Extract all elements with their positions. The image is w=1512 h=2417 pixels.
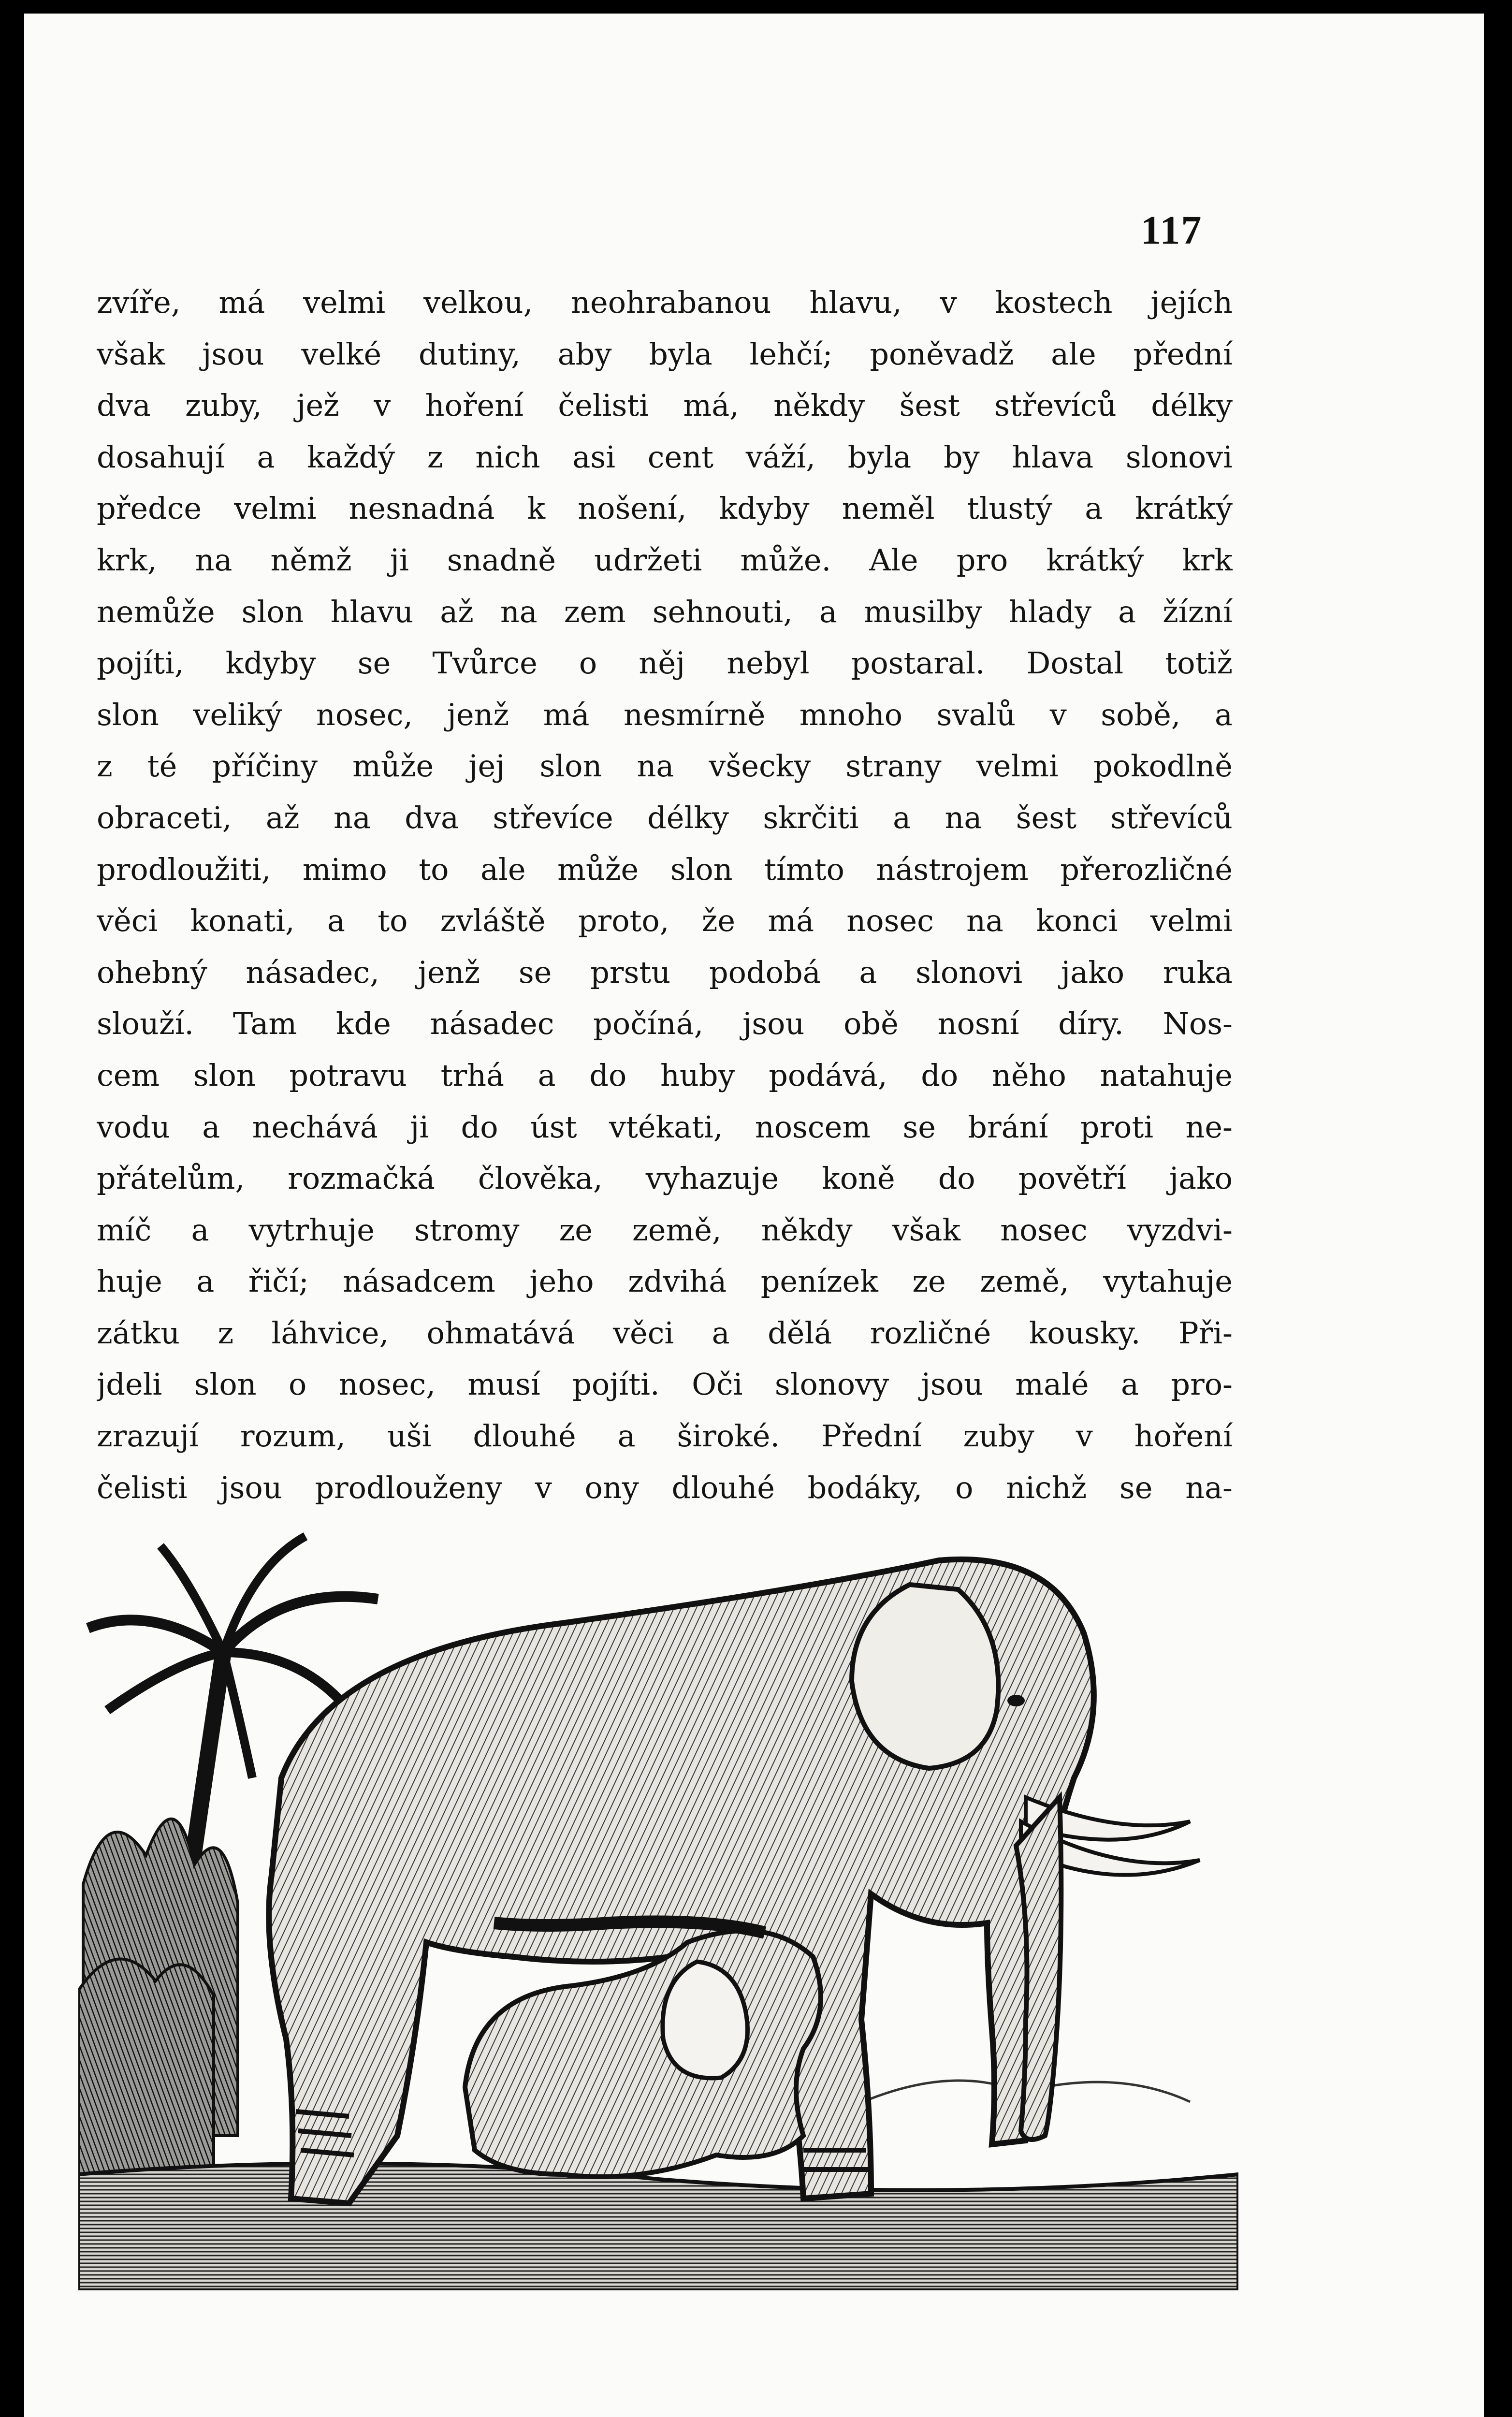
text-line: dosahují a každý z nich asi cent váží, byla by hlava slonovi <box>97 439 1233 475</box>
text-line: slon veliký nosec, jenž má nesmírně mnoho svalů v sobě, a <box>97 697 1233 732</box>
text-line: přátelům, rozmačká člověka, vyhazuje koně do povětří jako <box>97 1161 1233 1196</box>
text-line: zátku z láhvice, ohmatává věci a dělá rozličné kousky. Při- <box>97 1315 1233 1351</box>
text-line: ohebný násadec, jenž se prstu podobá a slonovi jako ruka <box>97 954 1233 990</box>
text-line: míč a vytrhuje stromy ze země, někdy však nosec vyzdvi- <box>97 1212 1233 1248</box>
text-line: čelisti jsou prodlouženy v ony dlouhé bodáky, o nichž se na- <box>97 1470 1233 1505</box>
text-line: prodloužiti, mimo to ale může slon tímto nástrojem přerozličné <box>97 851 1233 887</box>
text-line: věci konati, a to zvláště proto, že má nosec na konci velmi <box>97 903 1233 939</box>
text-line: dva zuby, jež v hoření čelisti má, někdy šest střevíců délky <box>97 388 1233 423</box>
text-line: pojíti, kdyby se Tvůrce o něj nebyl postaral. Dostal totiž <box>97 645 1233 681</box>
text-line: huje a řičí; násadcem jeho zdvihá penízek ze země, vytahuje <box>97 1264 1233 1299</box>
text-line: krk, na němž ji snadně udržeti může. Ale pro krátký krk <box>97 542 1233 578</box>
text-line: vodu a nechává ji do úst vtékati, noscem se brání proti ne- <box>97 1109 1233 1145</box>
text-line: zrazují rozum, uši dlouhé a široké. Přední zuby v hoření <box>97 1418 1233 1454</box>
text-line: nemůže slon hlavu až na zem sehnouti, a musilby hlady a žízní <box>97 594 1233 629</box>
text-line: obraceti, až na dva střevíce délky skrčiti a na šest střevíců <box>97 800 1233 835</box>
elephant-with-calf-woodcut-icon <box>78 1507 1238 2290</box>
text-line: jdeli slon o nosec, musí pojíti. Oči slonovy jsou malé a pro- <box>97 1367 1233 1402</box>
text-line: předce velmi nesnadná k nošení, kdyby neměl tlustý a krátký <box>97 491 1233 526</box>
book-page <box>24 14 1484 2417</box>
body-text <box>97 277 1233 1514</box>
text-line: však jsou velké dutiny, aby byla lehčí; poněvadž ale přední <box>97 336 1233 372</box>
text-line: z té příčiny může jej slon na všecky strany velmi pokodlně <box>97 748 1233 784</box>
page-number: 117 <box>1141 208 1203 253</box>
text-line: zvíře, má velmi velkou, neohrabanou hlavu, v kostech jejích <box>97 285 1233 320</box>
elephant-illustration <box>78 1507 1238 2290</box>
text-line: slouží. Tam kde násadec počíná, jsou obě nosní díry. Nos- <box>97 1006 1233 1042</box>
text-line: cem slon potravu trhá a do huby podává, do něho natahuje <box>97 1057 1233 1093</box>
